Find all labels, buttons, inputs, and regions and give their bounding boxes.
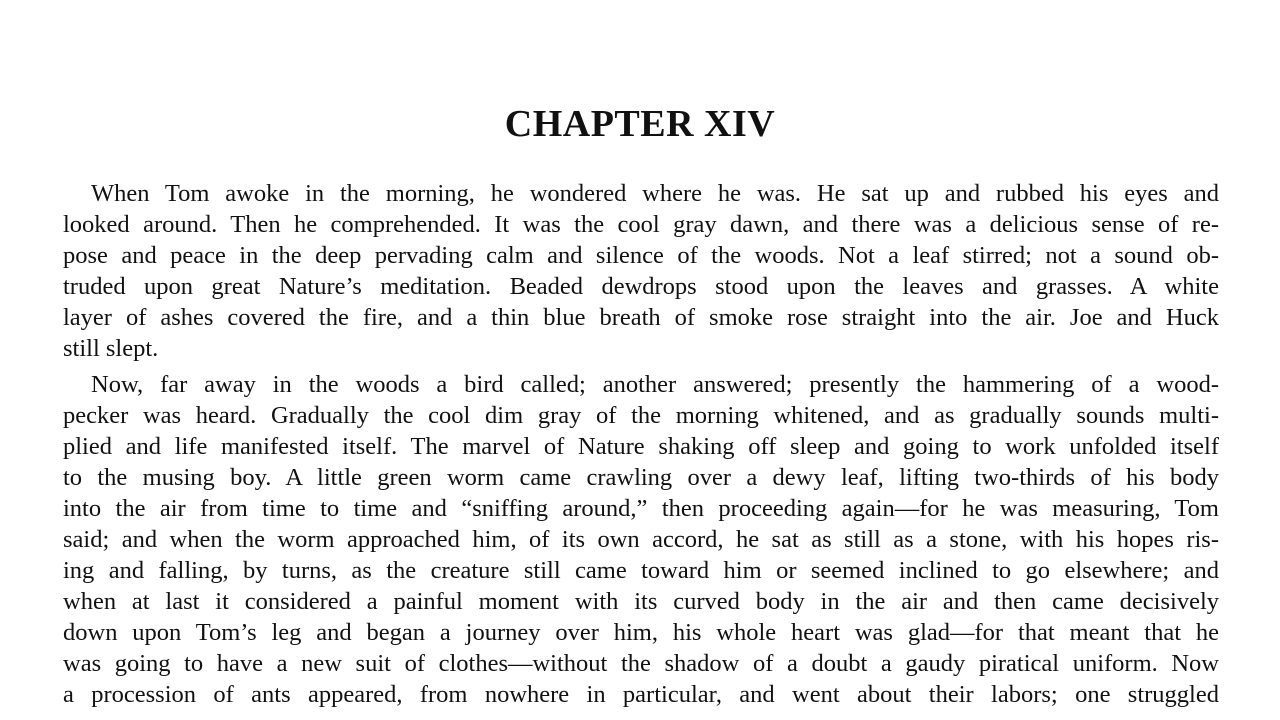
text-line: to the musing boy. A little green worm came crawling over a dewy leaf, lifting two-thirds of his body [63,464,1219,491]
text-line: plied and life manifested itself. The marvel of Nature shaking off sleep and going to work unfolded itself [63,433,1219,460]
text-line: said; and when the worm approached him, of its own accord, he sat as still as a stone, with his hopes ris- [63,526,1219,553]
text-line: still slept. [63,335,159,362]
text-line: When Tom awoke in the morning, he wondered where he was. He sat up and rubbed his eyes and [91,180,1219,207]
text-line: down upon Tom’s leg and began a journey over him, his whole heart was glad—for that meant that he [63,619,1219,646]
chapter-title: CHAPTER XIV [504,103,776,145]
text-line: looked around. Then he comprehended. It was the cool gray dawn, and there was a delicious sense of re- [63,211,1219,238]
text-line: into the air from time to time and “sniffing around,” then proceeding again—for he was measuring, Tom [63,495,1219,522]
paragraph-2 [63,369,1219,710]
chapter-body [63,178,1219,715]
text-line: pecker was heard. Gradually the cool dim gray of the morning whitened, and as gradually sounds multi- [63,402,1219,429]
text-line: pose and peace in the deep pervading calm and silence of the woods. Not a leaf stirred; not a sound ob- [63,242,1219,269]
text-line: when at last it considered a painful moment with its curved body in the air and then came decisively [63,588,1219,615]
text-line: was going to have a new suit of clothes—without the shadow of a doubt a gaudy piratical uniform. Now [63,650,1219,677]
text-line: truded upon great Nature’s meditation. Beaded dewdrops stood upon the leaves and grasses. A white [63,273,1219,300]
paragraph-1 [63,178,1219,364]
text-line: a procession of ants appeared, from nowhere in particular, and went about their labors; one struggled [63,681,1219,708]
text-line: ing and falling, by turns, as the creature still came toward him or seemed inclined to go elsewhere; and [63,557,1219,584]
text-line: layer of ashes covered the fire, and a thin blue breath of smoke rose straight into the air. Joe and Huck [63,304,1219,331]
text-line: Now, far away in the woods a bird called; another answered; presently the hammering of a wood- [91,371,1219,398]
